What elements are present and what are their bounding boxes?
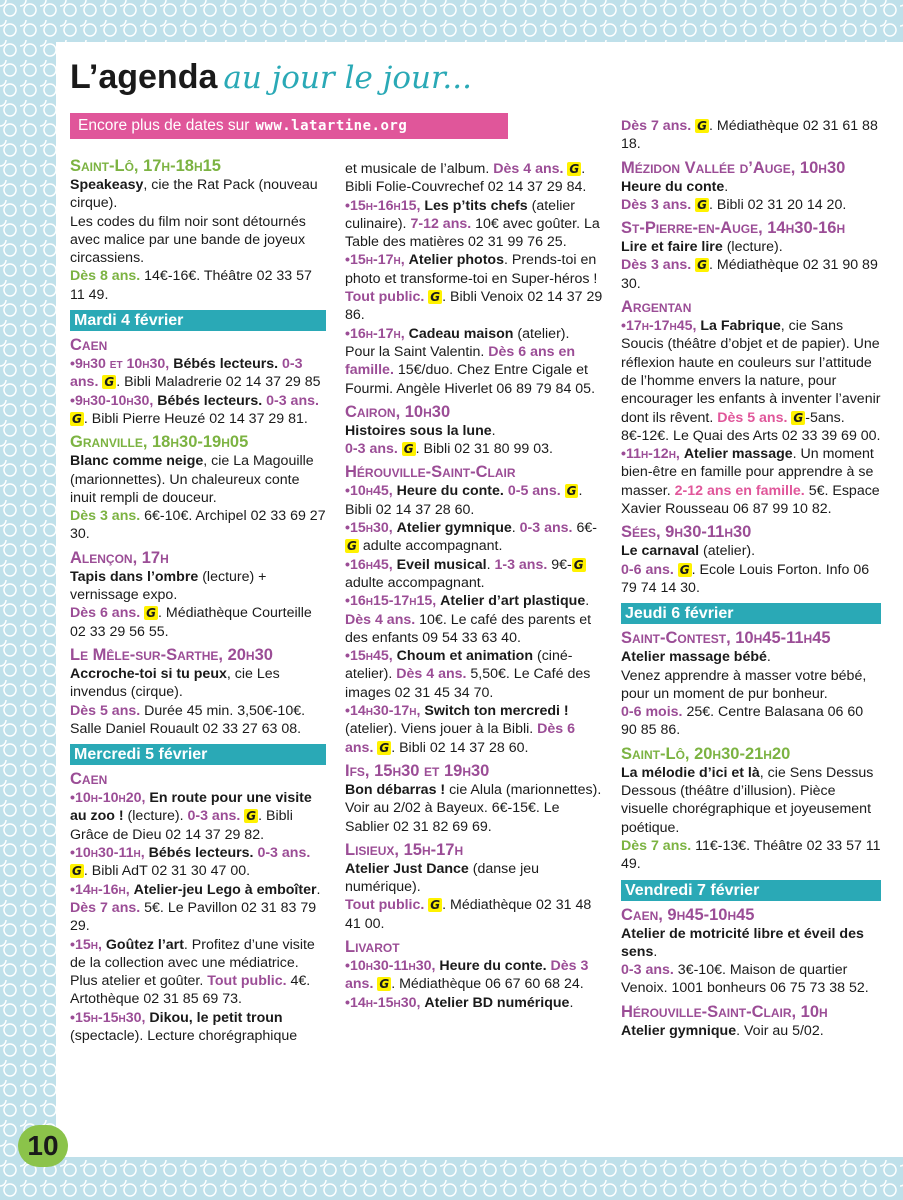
- event-time: •15h-17h,: [345, 252, 405, 269]
- event-continued: et musicale de l’album. Dès 4 ans. G . Bibli Folie-Couvrechef 02 14 37 29 84.: [345, 161, 587, 196]
- event-entry: [345, 325, 603, 398]
- age-badge: 0-3 ans.: [519, 520, 573, 537]
- event-info: [621, 703, 881, 740]
- event-entry: [621, 445, 881, 518]
- event-info-text: Médiathèque 02 31 61 88 18.: [621, 118, 878, 153]
- event-time: •15h45,: [345, 648, 393, 665]
- event-time: •16h15-17h15,: [345, 593, 437, 610]
- age-badge: 0-6 ans.: [621, 561, 674, 578]
- event-entry: •14h-15h30, Atelier BD numérique.: [345, 994, 574, 1011]
- event-info: Tout public. G . Médiathèque 02 31 48 41 00.: [345, 897, 592, 932]
- event-entry: •16h15-17h15, Atelier d’art plastique. Dès 4 ans. 10€. Le café des parents et des enfants 09 54 33 63 40.: [345, 593, 592, 646]
- age-badge: Dès 5 ans.: [717, 409, 788, 426]
- event-info-text: 6€-10€. Archipel 02 33 69 27 30.: [70, 508, 326, 543]
- age-badge: Tout public.: [207, 973, 287, 990]
- age-badge: 1-3 ans.: [494, 556, 548, 573]
- page-title: [70, 58, 472, 97]
- event-entry: [621, 317, 881, 445]
- place-heading: Lisieux, 15h-17h: [345, 840, 464, 859]
- event-time: •14h-15h30,: [345, 994, 421, 1011]
- event-info-text: 3€-10€. Maison de quartier Venoix. 1001 bonheurs 06 75 73 38 52.: [621, 962, 869, 997]
- event-title: Bébés lecteurs.: [157, 392, 263, 409]
- event-info: Dès 6 ans. G . Médiathèque Courteille 02 33 29 56 55.: [70, 605, 312, 640]
- event-entry: •9h30 et 10h30, Bébés lecteurs. 0-3 ans. G . Bibli Maladrerie 02 14 37 29 85: [70, 356, 321, 391]
- event-entry: Heure du conte.: [621, 178, 729, 195]
- event-time: •16h45,: [345, 556, 393, 573]
- event-time: •9h30-10h30,: [70, 392, 154, 409]
- free-badge-icon: G: [566, 484, 577, 499]
- event-detail: , cie Sans Soucis (théâtre d’objet et de papier). Une réflexion haute en couleurs sur l’attitude de l’homme envers la nature, pour encourager les enfants à inventer l’avenir dont ils rêvent.: [621, 318, 881, 426]
- event-entry: •9h30-10h30, Bébés lecteurs. 0-3 ans. G . Bibli Pierre Heuzé 02 14 37 29 81.: [70, 392, 319, 427]
- event-title: Dikou, le petit troun: [149, 1009, 283, 1026]
- event-price: 6€-: [576, 520, 597, 537]
- page-number: 10: [18, 1125, 68, 1167]
- event-title: La mélodie d’ici et là: [621, 764, 760, 781]
- event-entry: •14h30-17h, Switch ton mercredi ! (atelier). Viens jouer à la Bibli. Dès 6 ans. G . Bibli 02 14 37 28 60.: [345, 703, 576, 756]
- event-time: •10h30-11h,: [70, 845, 145, 862]
- event-detail: , cie La Magouille (marionnettes). Un chaleureux conte inuit rempli de douceur.: [70, 453, 314, 506]
- event-time: •15h,: [70, 936, 102, 953]
- event-info-text: 4€. Artothèque 02 31 85 69 73.: [70, 973, 311, 1008]
- event-info-text: 10€ avec goûter. La Table des matières 02 31 99 76 25.: [345, 215, 600, 251]
- event-title: Goûtez l’art: [105, 936, 184, 953]
- event-entry: Atelier massage bébé.: [621, 649, 771, 666]
- event-info-text: 10€. Le café des parents et des enfants 09 54 33 63 40.: [345, 611, 592, 646]
- event-time: •15h-15h30,: [70, 1009, 146, 1026]
- event-time: •17h-17h45,: [621, 318, 697, 335]
- event-entry: [70, 568, 326, 605]
- event-detail: (atelier). Viens jouer à la Bibli.: [345, 721, 534, 738]
- event-info-text: Médiathèque 02 31 90 89 30.: [621, 257, 878, 292]
- event-entry: Atelier de motricité libre et éveil des sens.: [621, 925, 864, 960]
- event-entry: [621, 542, 881, 560]
- place-heading: Saint-Contest, 10h45-11h45: [621, 629, 831, 648]
- free-badge-icon: G: [793, 410, 804, 425]
- free-badge-icon: G: [379, 977, 390, 992]
- event-time: •14h30-17h,: [345, 703, 421, 720]
- event-info-text: Ecole Louis Forton. Info 06 79 74 14 30.: [621, 561, 870, 596]
- event-title: Lire et faire lire: [621, 239, 723, 256]
- event-info-text: Bibli Grâce de Dieu 02 14 37 29 82.: [70, 808, 293, 843]
- event-entry: [70, 665, 326, 702]
- event-entry: •10h30-11h30, Heure du conte. Dès 3 ans. G . Médiathèque 06 67 60 68 24.: [345, 957, 589, 993]
- event-description: Venez apprendre à masser votre bébé, pour un moment de pur bonheur.: [621, 667, 867, 702]
- event-info: [621, 961, 881, 998]
- event-title: Heure du conte.: [439, 957, 547, 974]
- event-info-text: Bibli 02 14 37 28 60.: [345, 501, 475, 518]
- event-detail: (danse jeu numérique).: [345, 860, 540, 896]
- event-info-text: 11€-13€. Théâtre 02 33 57 11 49.: [621, 837, 881, 873]
- event-title: Atelier de motricité libre et éveil des sens: [621, 925, 864, 960]
- event-info-text: Bibli Folie-Couvrechef 02 14 37 29 84.: [345, 179, 587, 196]
- free-badge-icon: G: [697, 258, 708, 273]
- event-detail: (spectacle). Lecture chorégraphique: [70, 1027, 298, 1044]
- event-detail: (atelier). Pour la Saint Valentin.: [345, 325, 570, 360]
- event-info-text: adulte accompagnant.: [345, 574, 485, 591]
- event-time: •9h30 et 10h30,: [70, 356, 170, 373]
- age-badge: Dès 3 ans.: [345, 957, 589, 993]
- event-entry: [345, 781, 603, 836]
- event-title: Atelier Just Dance: [345, 860, 469, 877]
- event-title: Atelier massage bébé: [621, 649, 767, 666]
- event-detail: (ciné-atelier).: [345, 648, 573, 683]
- day-header-mardi: Mardi 4 février: [70, 310, 326, 331]
- event-entry: [621, 1022, 881, 1040]
- event-info-text: Durée 45 min. 3,50€-10€. Salle Daniel Rouault 02 33 27 63 08.: [70, 702, 306, 737]
- event-entry: [70, 452, 326, 507]
- place-heading: Caen, 9h45-10h45: [621, 905, 755, 924]
- event-entry: •14h-16h, Atelier-jeu Lego à emboîter. Dès 7 ans. 5€. Le Pavillon 02 31 83 79 29.: [70, 881, 321, 935]
- place-heading: Granville, 18h30-19h05: [70, 433, 249, 452]
- event-title: Atelier gymnique: [396, 520, 512, 537]
- age-badge: Tout public.: [345, 289, 425, 306]
- event-entry: •15h-17h, Atelier photos. Prends-toi en photo et transforme-toi en Super-héros ! Tout public. G . Bibli Venoix 02 14 37 29 86.: [345, 252, 603, 324]
- free-badge-icon: G: [246, 809, 257, 824]
- event-title: Bon débarras !: [345, 781, 446, 798]
- event-title: Choum et animation: [396, 648, 534, 665]
- event-detail: , cie the Rat Pack (nouveau cirque).: [70, 177, 318, 212]
- age-badge: 0-3 ans.: [257, 845, 311, 862]
- age-badge: Dès 5 ans.: [70, 702, 141, 719]
- event-entry: [345, 647, 603, 702]
- event-info: 0-6 ans. G . Ecole Louis Forton. Info 06 79 74 14 30.: [621, 561, 870, 596]
- event-title: Tapis dans l’ombre: [70, 568, 199, 585]
- age-badge: Dès 3 ans.: [621, 196, 692, 213]
- age-badge: 0-5 ans.: [507, 483, 561, 500]
- free-badge-icon: G: [573, 557, 584, 572]
- event-info: [70, 507, 326, 544]
- place-heading: Hérouville-Saint-Clair: [345, 463, 516, 482]
- event-title: Blanc comme neige: [70, 453, 204, 470]
- event-info-text: 5,50€. Le Café des images 02 31 45 34 70.: [345, 666, 591, 701]
- event-detail: et musicale de l’album.: [345, 161, 490, 177]
- event-info-text: Bibli Pierre Heuzé 02 14 37 29 81.: [91, 410, 308, 427]
- event-title: La Fabrique: [700, 318, 781, 335]
- free-badge-icon: G: [679, 562, 690, 577]
- age-badge: Dès 4 ans.: [396, 666, 467, 683]
- event-info-text: 14€-16€. Théâtre 02 33 57 11 49.: [70, 268, 312, 303]
- event-title: Cadeau maison: [408, 325, 514, 342]
- event-entry: •10h30-11h, Bébés lecteurs. 0-3 ans. G . Bibli AdT 02 31 30 47 00.: [70, 845, 311, 880]
- event-detail: (lecture).: [127, 808, 184, 825]
- age-badge: 0-3 ans.: [345, 441, 398, 458]
- event-time: •10h30-11h30,: [345, 957, 436, 974]
- place-heading: Hérouville-Saint-Clair, 10h: [621, 1002, 828, 1021]
- event-title: Atelier-jeu Lego à emboîter: [133, 881, 317, 898]
- event-continued: Dès 7 ans. G . Médiathèque 02 31 61 88 18.: [621, 118, 878, 153]
- event-entry: [621, 764, 881, 837]
- event-title: Histoires sous la lune: [345, 422, 492, 439]
- event-entry: •10h45, Heure du conte. 0-5 ans. G . Bibli 02 14 37 28 60.: [345, 483, 583, 518]
- age-badge: 2-12 ans en famille.: [674, 482, 805, 499]
- age-badge: Dès 6 ans.: [70, 605, 141, 622]
- event-description: Les codes du film noir sont détournés avec malice par une bande de joyeux circassiens.: [70, 213, 306, 267]
- place-heading: Sées, 9h30-11h30: [621, 523, 752, 542]
- event-title: Atelier photos: [408, 252, 504, 269]
- event-info-text: Bibli Maladrerie 02 14 37 29 85: [124, 374, 321, 391]
- age-badge: 0-6 mois.: [621, 704, 683, 721]
- event-info-text: Bibli 02 31 80 99 03.: [423, 441, 553, 458]
- place-heading: Argentan: [621, 298, 692, 317]
- event-title: Speakeasy: [70, 177, 144, 193]
- title-script: au jour le jour...: [223, 60, 472, 96]
- event-title: Accroche-toi si tu peux: [70, 665, 227, 682]
- event-price: 9€-: [551, 556, 572, 573]
- promo-banner: [70, 113, 508, 139]
- event-entry: •10h-10h20, En route pour une visite au zoo ! (lecture). 0-3 ans. G . Bibli Grâce de Dieu 02 14 37 29 82.: [70, 790, 312, 843]
- event-info: [621, 837, 881, 874]
- place-heading: Le Mêle-sur-Sarthe, 20h30: [70, 645, 273, 664]
- event-detail: (atelier).: [703, 543, 756, 560]
- age-badge: Dès 4 ans.: [345, 611, 416, 628]
- event-info: Dès 3 ans. G . Médiathèque 02 31 90 89 30.: [621, 257, 878, 292]
- place-heading: Saint-Lô, 17h-18h15: [70, 157, 221, 175]
- event-title: Atelier massage: [683, 446, 793, 463]
- place-heading: St-Pierre-en-Auge, 14h30-16h: [621, 219, 846, 238]
- event-info-text: adulte accompagnant.: [362, 538, 503, 555]
- free-badge-icon: G: [72, 411, 82, 426]
- promo-text: Encore plus de dates sur: [78, 117, 250, 134]
- day-header-vendredi: Vendredi 7 février: [621, 880, 881, 901]
- event-title: En route pour une visite au zoo !: [70, 790, 312, 825]
- place-heading: Alençon, 17h: [70, 548, 169, 567]
- event-info-text: 5€. Espace Xavier Rousseau 06 87 99 10 82.: [621, 482, 880, 518]
- event-time: •14h-16h,: [70, 881, 130, 898]
- age-badge: Dès 6 ans.: [345, 721, 576, 756]
- free-badge-icon: G: [72, 864, 82, 879]
- event-title: Atelier d’art plastique: [440, 593, 586, 610]
- event-entry: [621, 238, 881, 256]
- age-badge: Dès 3 ans.: [621, 257, 692, 274]
- agenda-column-2: [345, 160, 603, 1012]
- age-badge: Dès 7 ans.: [70, 899, 141, 916]
- age-badge: Dès 8 ans.: [70, 268, 141, 285]
- event-info: [70, 267, 326, 304]
- event-title: Heure du conte: [621, 178, 725, 195]
- free-badge-icon: G: [146, 606, 157, 621]
- place-heading: Ifs, 15h30 et 19h30: [345, 761, 490, 780]
- event-detail: , cie Sens Dessus Dessous (théâtre d’illusion). Pièce visuelle chorégraphique et joyeusement poétique.: [621, 764, 874, 836]
- event-detail: cie Alula (marionnettes). Voir au 2/02 à Bayeux. 6€-15€. Le Sablier 02 31 82 69 69.: [345, 781, 602, 835]
- event-info: 0-3 ans. G . Bibli 02 31 80 99 03.: [345, 441, 553, 458]
- event-title: Les p’tits chefs: [424, 197, 528, 214]
- event-detail: . Prends-toi en photo et transforme-toi en Super-héros !: [345, 252, 598, 287]
- day-header-jeudi: Jeudi 6 février: [621, 603, 881, 624]
- day-header-mercredi: Mercredi 5 février: [70, 744, 326, 765]
- event-title: Bébés lecteurs.: [148, 845, 254, 862]
- event-entry: [70, 1009, 326, 1046]
- event-title: Eveil musical: [396, 556, 487, 573]
- place-heading: Livarot: [345, 937, 400, 956]
- free-badge-icon: G: [379, 740, 390, 755]
- agenda-column-3: [621, 117, 881, 1040]
- event-detail: (lecture).: [726, 239, 783, 256]
- age-badge: Dès 4 ans.: [493, 161, 564, 177]
- event-info-text: Bibli Venoix 02 14 37 29 86.: [345, 289, 603, 324]
- event-entry: [70, 936, 326, 1009]
- age-badge: 0-3 ans.: [70, 356, 303, 391]
- title-main: L’agenda: [70, 58, 218, 96]
- age-badge: 7-12 ans.: [410, 215, 472, 232]
- event-entry: [345, 860, 603, 897]
- event-info-text: 15€/duo. Chez Entre Cigale et Fourmi. Angèle Hiverlet 06 89 79 84 05.: [345, 362, 596, 397]
- free-badge-icon: G: [569, 162, 580, 176]
- event-title: Le carnaval: [621, 543, 700, 560]
- free-badge-icon: G: [430, 898, 441, 913]
- age-badge: Dès 3 ans.: [70, 508, 141, 525]
- event-entry: [345, 197, 603, 252]
- event-info-text: Médiathèque Courteille 02 33 29 56 55.: [70, 605, 312, 640]
- age-badge: 0-3 ans.: [266, 392, 319, 409]
- event-info-text: Bibli 02 14 37 28 60.: [399, 739, 529, 756]
- event-detail: (atelier culinaire).: [345, 197, 575, 232]
- place-heading: Caen: [70, 770, 108, 789]
- event-info: Dès 3 ans. G . Bibli 02 31 20 14 20.: [621, 196, 847, 213]
- event-info-text: Bibli AdT 02 31 30 47 00.: [91, 863, 251, 880]
- event-info-text: 5€. Le Pavillon 02 31 83 79 29.: [70, 899, 317, 935]
- event-info-text: Bibli 02 31 20 14 20.: [716, 196, 847, 213]
- event-entry: •16h45, Eveil musical. 1-3 ans. 9€- G adulte accompagnant.: [345, 556, 584, 591]
- event-time: •10h-10h20,: [70, 790, 146, 807]
- promo-url-link[interactable]: www.latartine.org: [255, 118, 408, 134]
- free-badge-icon: G: [697, 119, 708, 133]
- age-badge: 0-3 ans.: [621, 962, 674, 979]
- event-detail: (lecture) + vernissage expo.: [70, 568, 267, 604]
- event-info-text: Médiathèque 06 67 60 68 24.: [399, 976, 584, 993]
- event-title: Atelier gymnique: [621, 1022, 737, 1039]
- event-time: •15h30,: [345, 520, 393, 537]
- event-time: •11h-12h,: [621, 446, 680, 463]
- place-heading: Mézidon Vallée d’Auge, 10h30: [621, 158, 846, 177]
- free-badge-icon: G: [347, 539, 357, 554]
- event-title: Atelier BD numérique: [424, 994, 570, 1011]
- place-heading: Saint-Lô, 20h30-21h20: [621, 744, 791, 763]
- free-badge-icon: G: [403, 442, 414, 457]
- place-heading: Cairon, 10h30: [345, 402, 451, 421]
- event-info-text: Médiathèque 02 31 48 41 00.: [345, 897, 592, 932]
- age-badge: Dès 7 ans.: [621, 837, 692, 854]
- free-badge-icon: G: [104, 375, 115, 390]
- event-time: •10h45,: [345, 483, 393, 500]
- free-badge-icon: G: [430, 290, 441, 305]
- place-heading: Caen: [70, 336, 108, 355]
- event-info: [70, 702, 326, 739]
- age-badge: Dès 6 ans en famille.: [345, 343, 576, 379]
- age-badge: Dès 7 ans.: [621, 118, 692, 134]
- event-detail: , cie Les invendus (cirque).: [70, 665, 280, 701]
- event-time: •16h-17h,: [345, 325, 405, 342]
- event-detail: . Voir au 5/02.: [736, 1022, 824, 1039]
- event-title: Bébés lecteurs.: [173, 356, 279, 373]
- event-entry: •15h30, Atelier gymnique. 0-3 ans. 6€-G adulte accompagnant.: [345, 520, 597, 555]
- event-entry: Histoires sous la lune.: [345, 422, 496, 439]
- event-title: Heure du conte.: [396, 483, 504, 500]
- event-info-text: -5ans. 8€-12€. Le Quai des Arts 02 33 39 69 00.: [621, 409, 881, 444]
- age-badge: Tout public.: [345, 897, 425, 914]
- event-entry: [70, 176, 326, 213]
- event-detail: . Profitez d’une visite de la collection avec une médiatrice. Plus atelier et goûter.: [70, 936, 315, 990]
- event-time: •15h-16h15,: [345, 197, 421, 214]
- event-info-text: 25€. Centre Balasana 06 60 90 85 86.: [621, 704, 864, 739]
- free-badge-icon: G: [697, 197, 708, 212]
- agenda-column-1: [70, 152, 326, 1045]
- event-detail: . Un moment bien-être en famille pour apprendre à se masser.: [621, 446, 874, 499]
- age-badge: 0-3 ans.: [187, 808, 241, 825]
- event-title: Switch ton mercredi !: [424, 703, 569, 720]
